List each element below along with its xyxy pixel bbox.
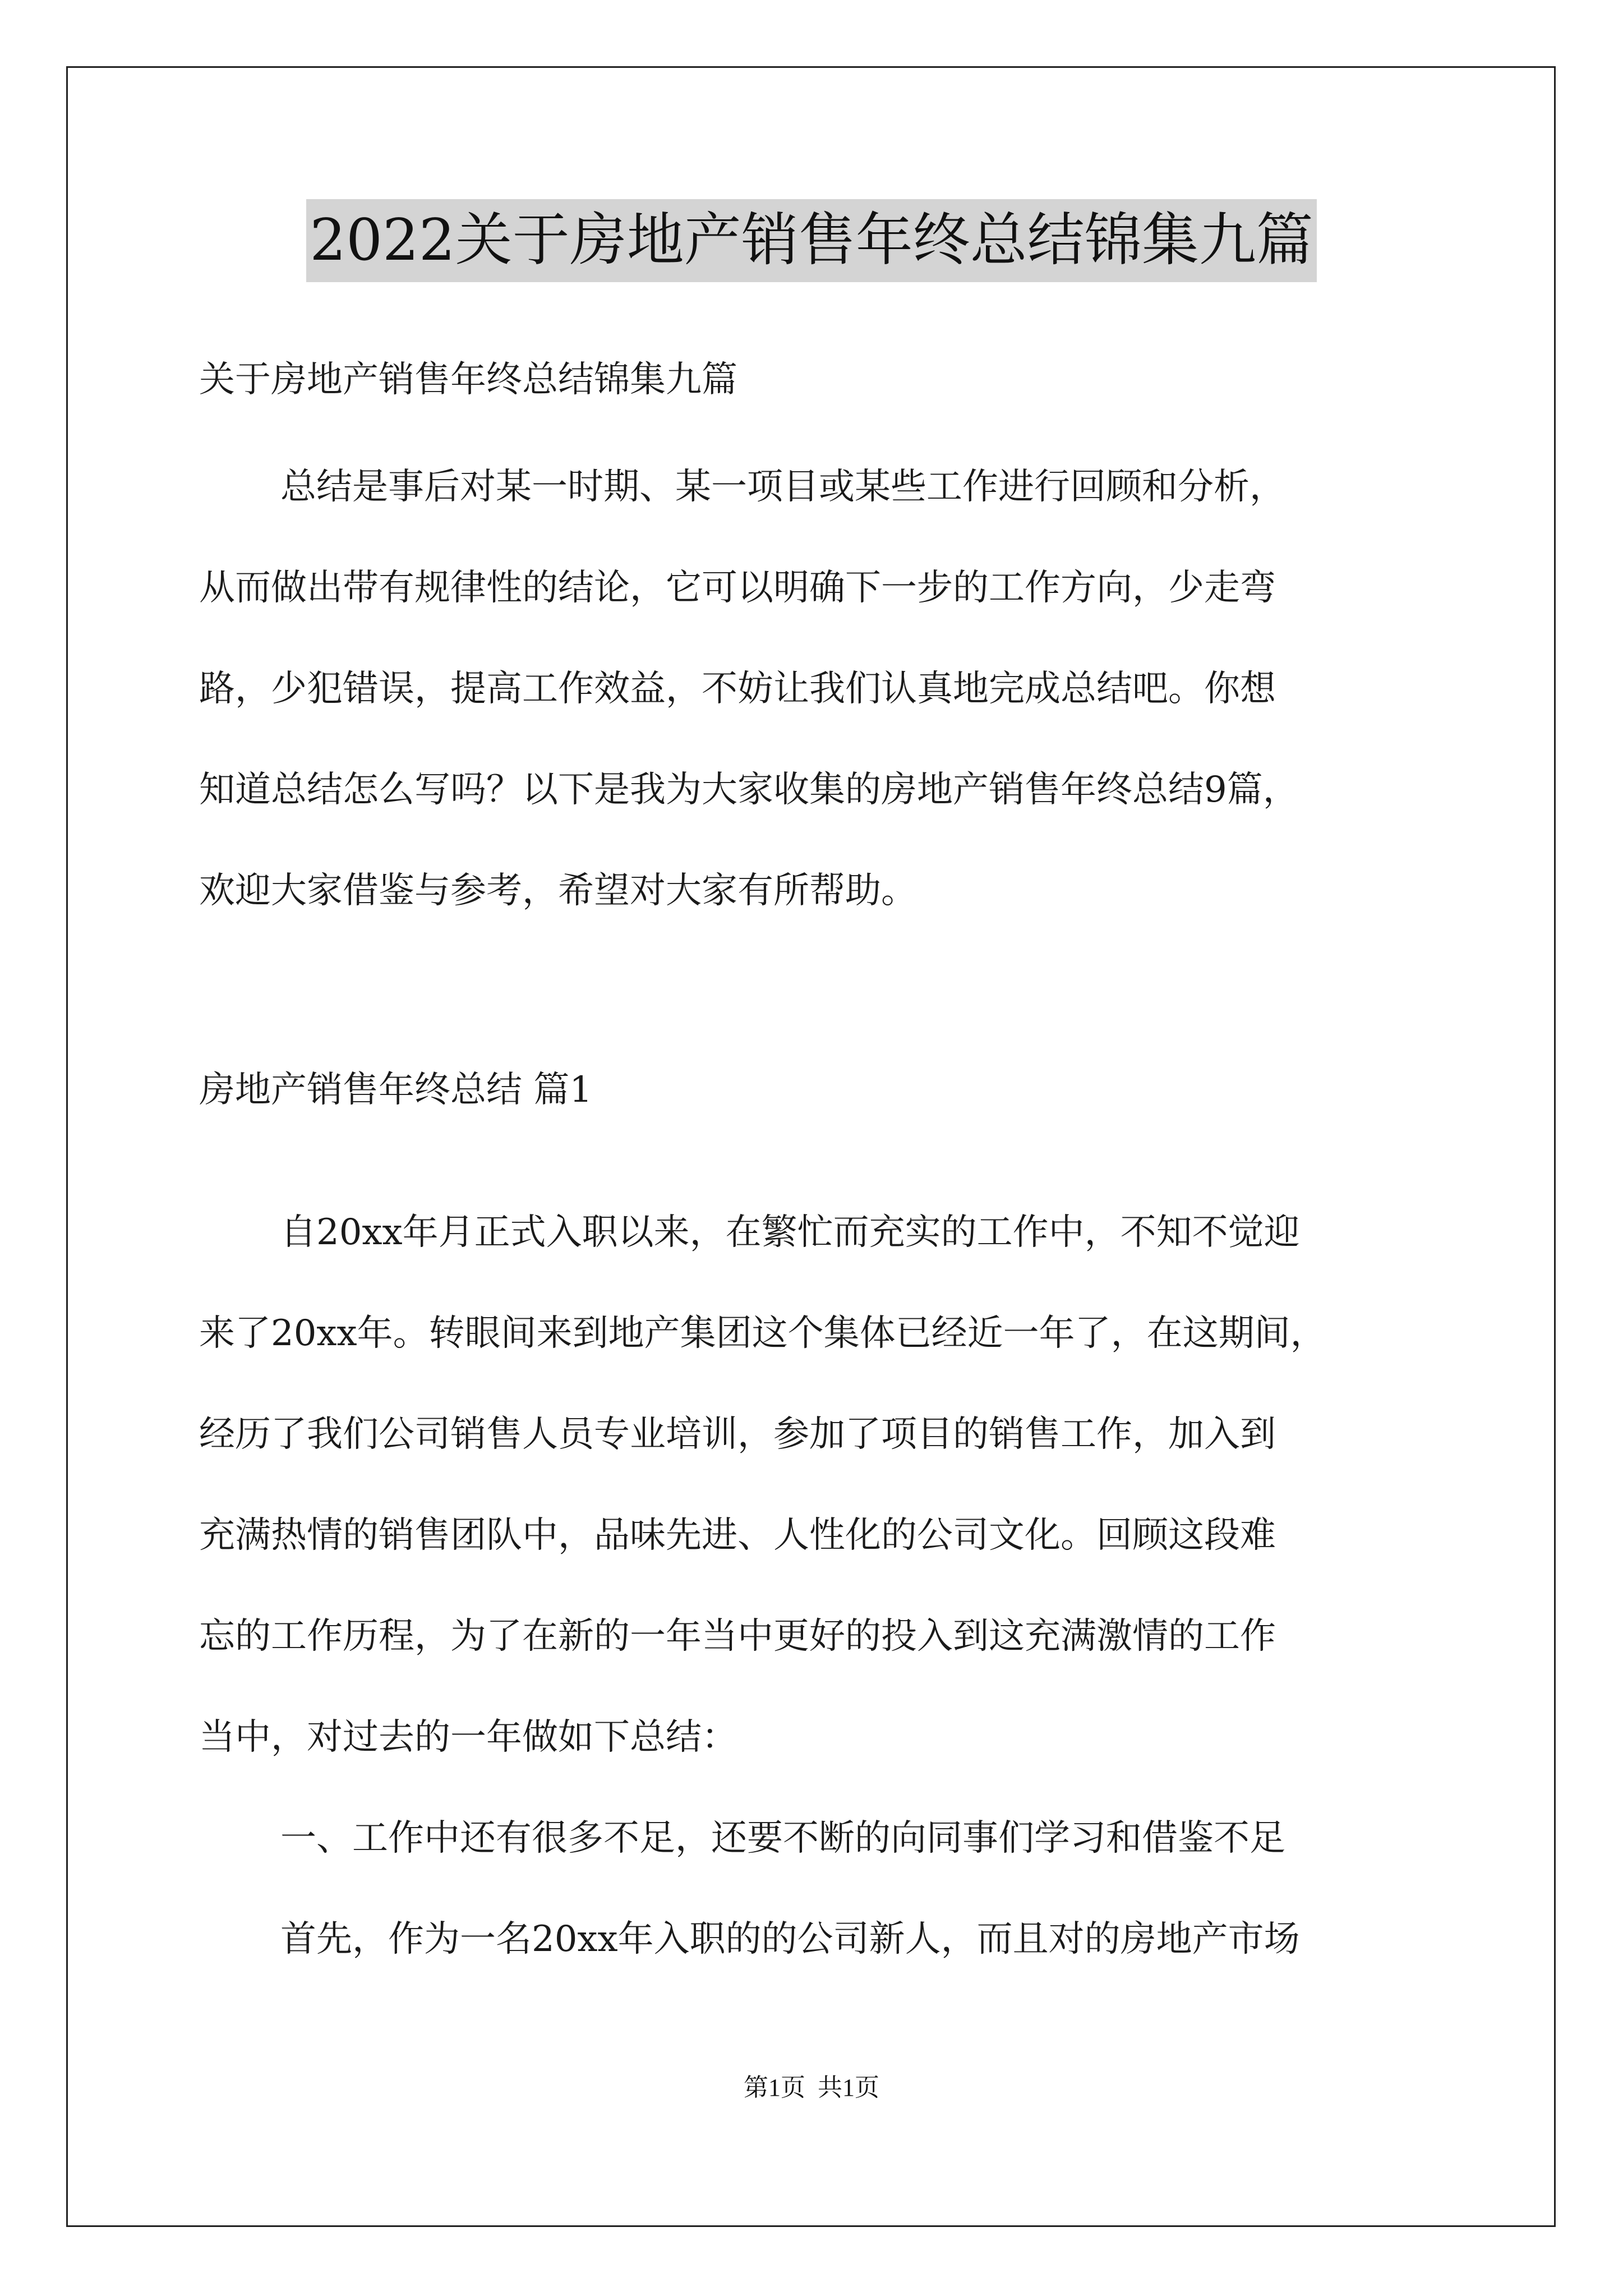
section-line: 自20xx年月正式入职以来，在繁忙而充实的工作中，不知不觉迎: [280, 1212, 1300, 1253]
section-line: 来了20xx年。转眼间来到地产集团这个集体已经近一年了，在这期间，: [199, 1313, 1326, 1354]
title-container: [0, 199, 1623, 282]
intro-line: 欢迎大家借鉴与参考，希望对大家有所帮助。: [199, 870, 917, 912]
page-footer: [0, 2067, 1623, 2103]
intro-line: 路，少犯错误，提高工作效益，不妨让我们认真地完成总结吧。你想: [199, 668, 1276, 710]
section-line: 忘的工作历程，为了在新的一年当中更好的投入到这充满激情的工作: [199, 1616, 1276, 1657]
intro-line: 知道总结怎么写吗？以下是我为大家收集的房地产销售年终总结9篇，: [199, 769, 1299, 811]
section-line: 充满热情的销售团队中，品味先进、人性化的公司文化。回顾这段难: [199, 1515, 1276, 1556]
document-subtitle: 关于房地产销售年终总结锦集九篇: [199, 359, 737, 401]
page-number: 第1页 共1页: [744, 2074, 879, 2101]
point-one-heading: 一、工作中还有很多不足，还要不断的向同事们学习和借鉴不足: [280, 1818, 1285, 1859]
section-heading: 房地产销售年终总结 篇1: [199, 1069, 593, 1111]
intro-line: 总结是事后对某一时期、某一项目或某些工作进行回顾和分析，: [280, 466, 1285, 508]
document-title: 2022关于房地产销售年终总结锦集九篇: [306, 199, 1317, 282]
section-line: 经历了我们公司销售人员专业培训，参加了项目的销售工作，加入到: [199, 1414, 1276, 1455]
point-one-text: 首先，作为一名20xx年入职的的公司新人，而且对的房地产市场: [280, 1918, 1300, 1960]
section-line: 当中，对过去的一年做如下总结：: [199, 1717, 737, 1758]
intro-line: 从而做出带有规律性的结论，它可以明确下一步的工作方向，少走弯: [199, 567, 1276, 609]
